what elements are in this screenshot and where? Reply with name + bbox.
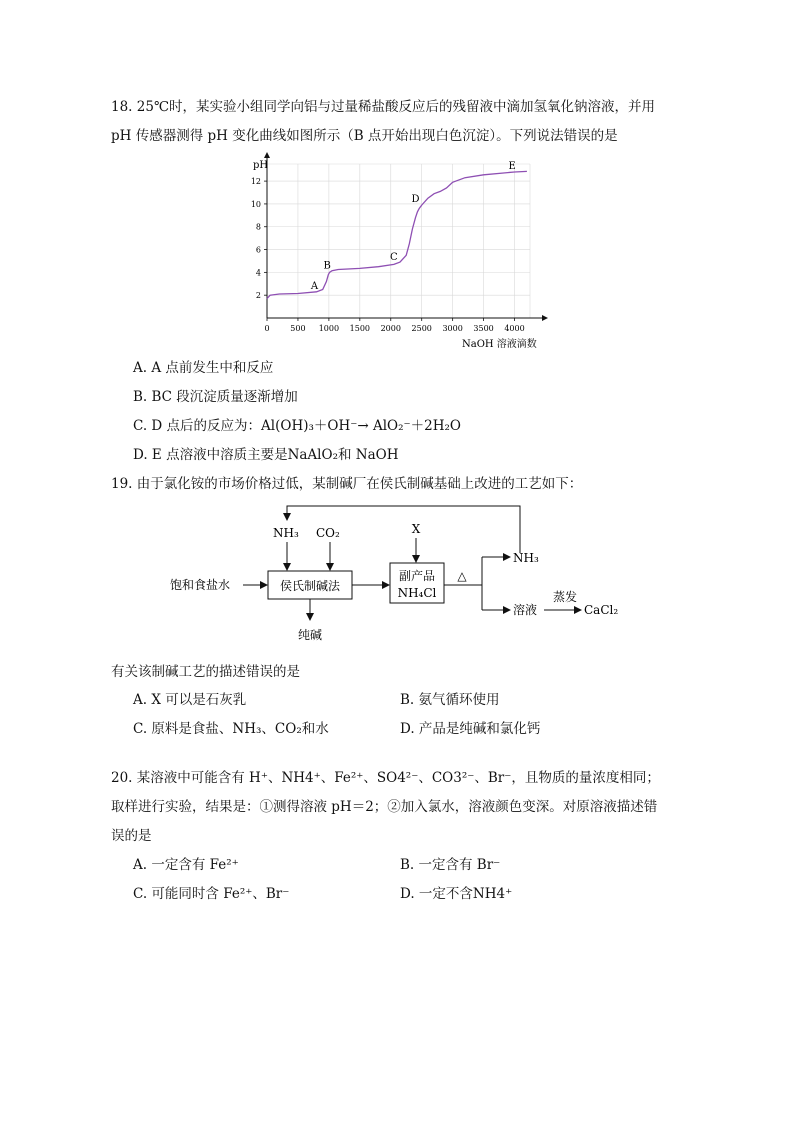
x-tick-label: 500 <box>290 324 306 333</box>
q20-option-d: D. 一定不含NH4⁺ <box>400 886 513 902</box>
cacl2-label: CaCl₂ <box>584 603 619 617</box>
process-flow-diagram <box>160 500 640 650</box>
y-tick-label: 2 <box>255 291 261 301</box>
y-tick-label: 4 <box>255 268 261 278</box>
x-tick-label: 3000 <box>442 324 463 333</box>
nh3-input-label: NH₃ <box>273 526 299 540</box>
x-axis-arrow <box>542 315 548 321</box>
x-tick-label: 2000 <box>380 324 401 333</box>
point-label-e: E <box>508 160 516 172</box>
ph-chart <box>240 150 560 355</box>
q18-stem-line2: pH 传感器测得 pH 变化曲线如图所示（B 点开始出现白色沉淀）。下列说法错误的是 <box>111 128 618 144</box>
x-tick-label: 1500 <box>349 324 371 333</box>
x-tick-label: 2500 <box>411 324 432 333</box>
x-tick-label: 4000 <box>504 324 525 333</box>
q18-option-c: C. D 点后的反应为：Al(OH)₃＋OH⁻→ AlO₂⁻＋2H₂O <box>133 418 461 434</box>
y-tick-label: 8 <box>255 222 261 232</box>
q18-option-b: B. BC 段沉淀质量逐渐增加 <box>133 389 298 405</box>
q20-option-b: B. 一定含有 Br⁻ <box>400 857 501 873</box>
y-axis-label: pH <box>253 160 269 171</box>
y-tick-label: 12 <box>250 177 261 187</box>
q19-option-a: A. X 可以是石灰乳 <box>133 692 247 708</box>
x-tick-label: 1000 <box>318 324 340 333</box>
soda-label: 纯碱 <box>297 628 323 642</box>
q19-stem: 19. 由于氯化铵的市场价格过低，某制碱厂在侯氏制碱基础上改进的工艺如下： <box>111 476 583 492</box>
y-axis-arrow <box>264 152 270 158</box>
co2-input-label: CO₂ <box>316 526 340 540</box>
point-label-d: D <box>411 194 420 206</box>
byproduct-label-line2: NH₄Cl <box>397 586 437 600</box>
chart-axes <box>264 152 548 321</box>
brine-label: 饱和食盐水 <box>170 578 231 592</box>
point-label-a: A <box>310 280 319 292</box>
q18-option-a: A. A 点前发生中和反应 <box>133 360 274 376</box>
evaporate-label: 蒸发 <box>552 590 578 604</box>
q19-option-d: D. 产品是纯碱和氯化钙 <box>400 721 541 737</box>
point-label-c: C <box>389 252 398 264</box>
heat-symbol: △ <box>457 569 467 583</box>
x-tick-label: 0 <box>264 324 270 333</box>
x-axis-label: NaOH 溶液滴数 <box>462 339 537 350</box>
q19-question-tail: 有关该制碱工艺的描述错误的是 <box>111 664 300 680</box>
q18-stem-line1: 18. 25℃时，某实验小组同学向铝与过量稀盐酸反应后的残留液中滴加氢氧化钠溶液，并用 <box>111 99 656 115</box>
q20-option-a: A. 一定含有 Fe²⁺ <box>133 857 239 873</box>
ph-curve <box>267 171 527 298</box>
q20-stem-line1: 20. 某溶液中可能含有 H⁺、NH4⁺、Fe²⁺、SO4²⁻、CO3²⁻、Br⁻，且物质的量浓度相同； <box>111 770 660 786</box>
y-tick-label: 6 <box>255 245 261 255</box>
q19-option-c: C. 原料是食盐、NH₃、CO₂和水 <box>133 721 329 737</box>
x-input-label: X <box>411 522 421 536</box>
q20-stem-line3: 误的是 <box>111 828 152 844</box>
byproduct-label-line1: 副产品 <box>398 569 436 583</box>
x-tick-label: 3500 <box>473 324 494 333</box>
q20-stem-line2: 取样进行实验，结果是：①测得溶液 pH＝2；②加入氯水，溶液颜色变深。对原溶液描述错 <box>111 799 658 815</box>
q20-option-c: C. 可能同时含 Fe²⁺、Br⁻ <box>133 886 290 902</box>
process-label: 侯氏制碱法 <box>279 579 341 593</box>
solution-label: 溶液 <box>513 603 538 617</box>
point-label-b: B <box>323 260 331 272</box>
chart-grid <box>267 164 530 318</box>
y-tick-label: 10 <box>250 199 261 209</box>
q19-option-b: B. 氨气循环使用 <box>400 692 500 708</box>
q18-option-d: D. E 点溶液中溶质主要是NaAlO₂和 NaOH <box>133 447 399 463</box>
nh3-output-label: NH₃ <box>513 551 539 565</box>
